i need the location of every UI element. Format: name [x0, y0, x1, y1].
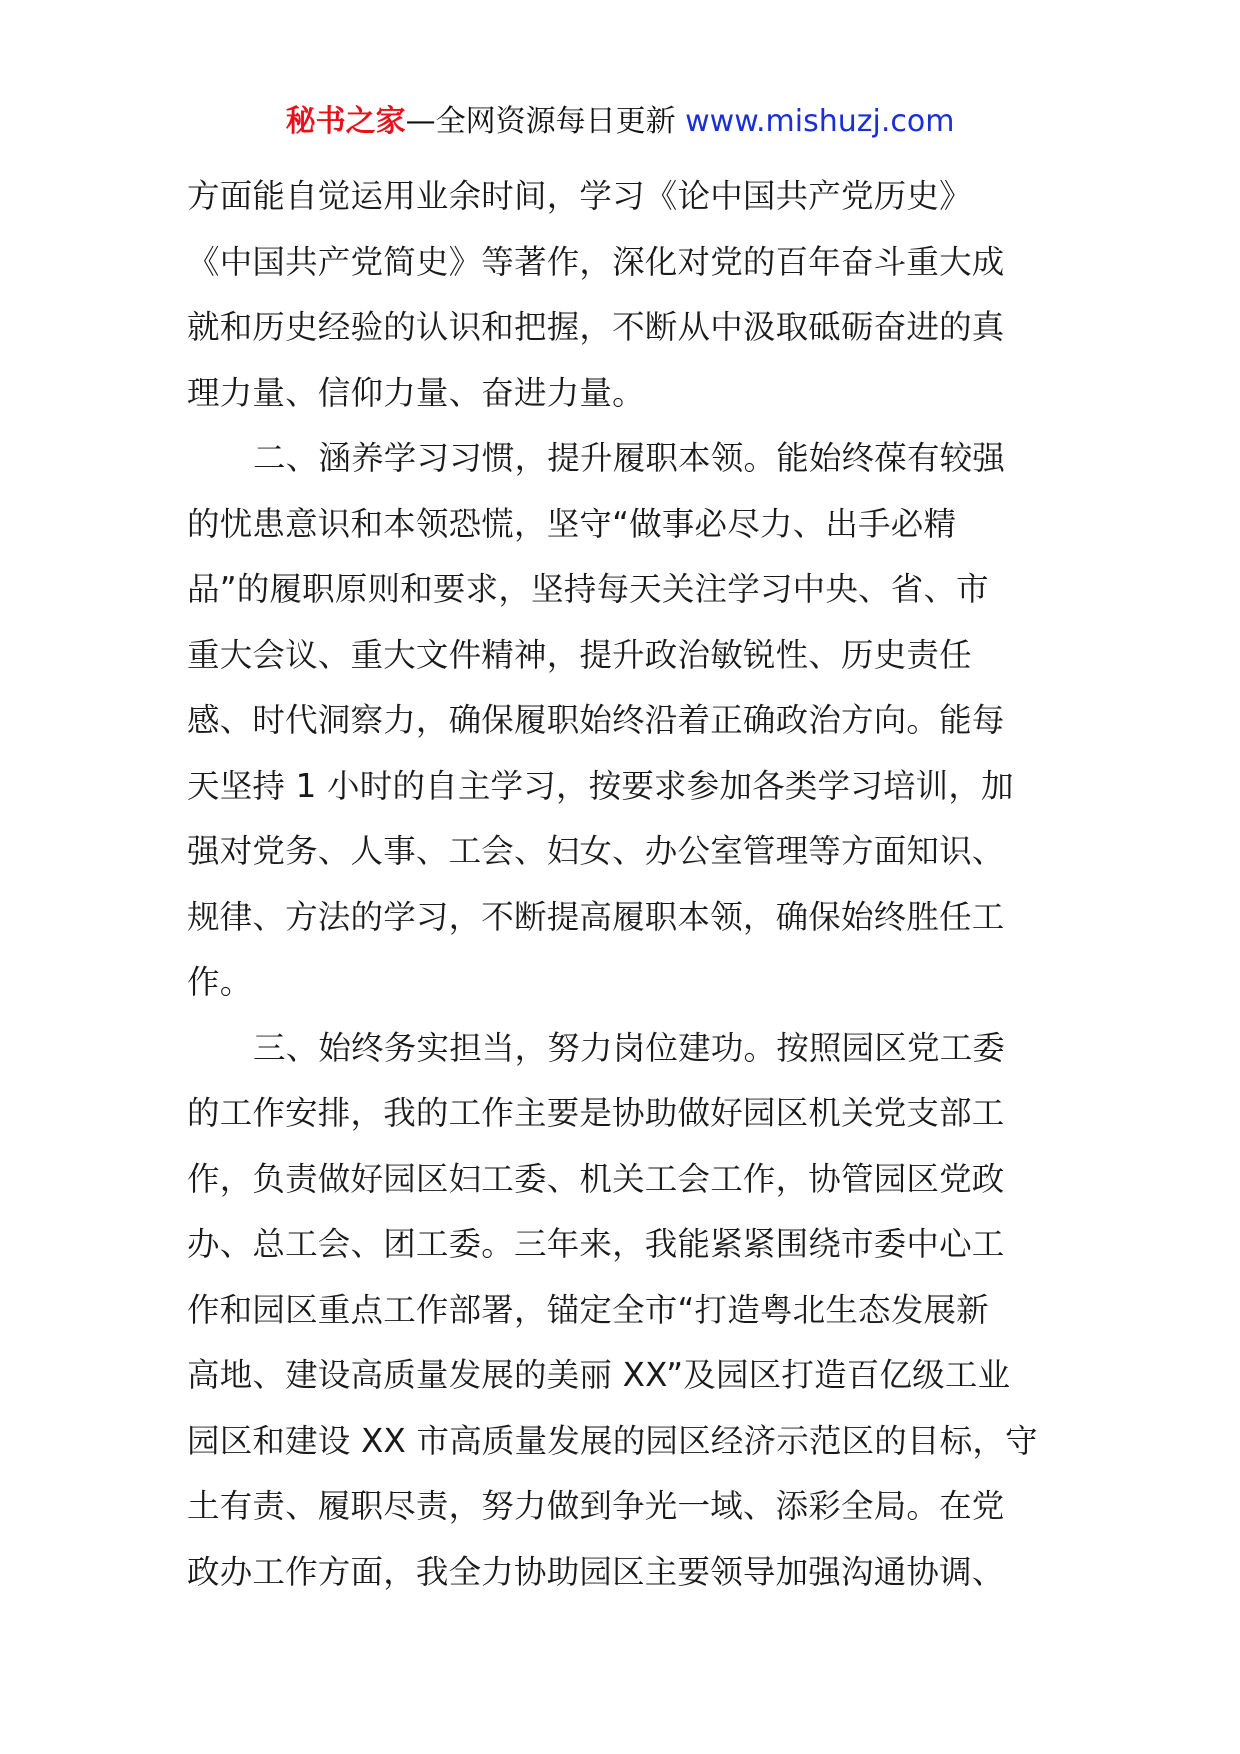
section-three-heading-line: 三、始终务实担当，努力岗位建功。按照园区党工委 — [253, 1028, 1006, 1067]
text-line: 理力量、信仰力量、奋进力量。 — [187, 373, 645, 412]
text-line: 园区和建设 XX 市高质量发展的园区经济示范区的目标，守 — [187, 1421, 1038, 1460]
text-line: 的工作安排，我的工作主要是协助做好园区机关党支部工 — [187, 1094, 1005, 1132]
text-line: 的忧患意识和本领恐慌，坚守“做事必尽力、出手必精 — [187, 504, 957, 543]
text-line: 作，负责做好园区妇工委、机关工会工作，协管园区党政 — [187, 1159, 1005, 1198]
text-line: 办、总工会、团工委。三年来，我能紧紧围绕市委中心工 — [187, 1225, 1005, 1263]
text-line: 天坚持 1 小时的自主学习，按要求参加各类学习培训，加 — [187, 766, 1014, 805]
header-url[interactable]: www.mishuzj.com — [685, 104, 955, 139]
text-line: 感、时代洞察力，确保履职始终沿着正确政治方向。能每 — [187, 701, 1005, 739]
section-two-heading-line: 二、涵养学习习惯，提升履职本领。能始终葆有较强 — [253, 439, 1006, 477]
page-header — [0, 100, 1240, 144]
text-line: 规律、方法的学习，不断提高履职本领，确保始终胜任工 — [187, 897, 1005, 936]
body-text — [187, 164, 1053, 1605]
text-line: 重大会议、重大文件精神，提升政治敏锐性、历史责任 — [187, 635, 972, 674]
header-tagline: —全网资源每日更新 — [405, 104, 686, 139]
text-line: 就和历史经验的认识和把握，不断从中汲取砥砺奋进的真 — [187, 308, 1005, 346]
text-line: 方面能自觉运用业余时间，学习《论中国共产党历史》 — [187, 177, 972, 215]
text-line: 土有责、履职尽责，努力做到争光一域、添彩全局。在党 — [187, 1487, 1005, 1525]
text-line: 品”的履职原则和要求，坚持每天关注学习中央、省、市 — [187, 570, 989, 608]
text-line: 作和园区重点工作部署，锚定全市“打造粤北生态发展新 — [187, 1290, 989, 1329]
text-line: 政办工作方面，我全力协助园区主要领导加强沟通协调、 — [187, 1552, 1005, 1591]
header-brand: 秘书之家 — [285, 104, 406, 139]
text-line: 高地、建设高质量发展的美丽 XX”及园区打造百亿级工业 — [187, 1356, 1011, 1394]
text-line: 《中国共产党简史》等著作，深化对党的百年奋斗重大成 — [187, 242, 1005, 281]
text-line: 强对党务、人事、工会、妇女、办公室管理等方面知识、 — [187, 832, 1005, 870]
text-line: 作。 — [187, 963, 253, 1001]
